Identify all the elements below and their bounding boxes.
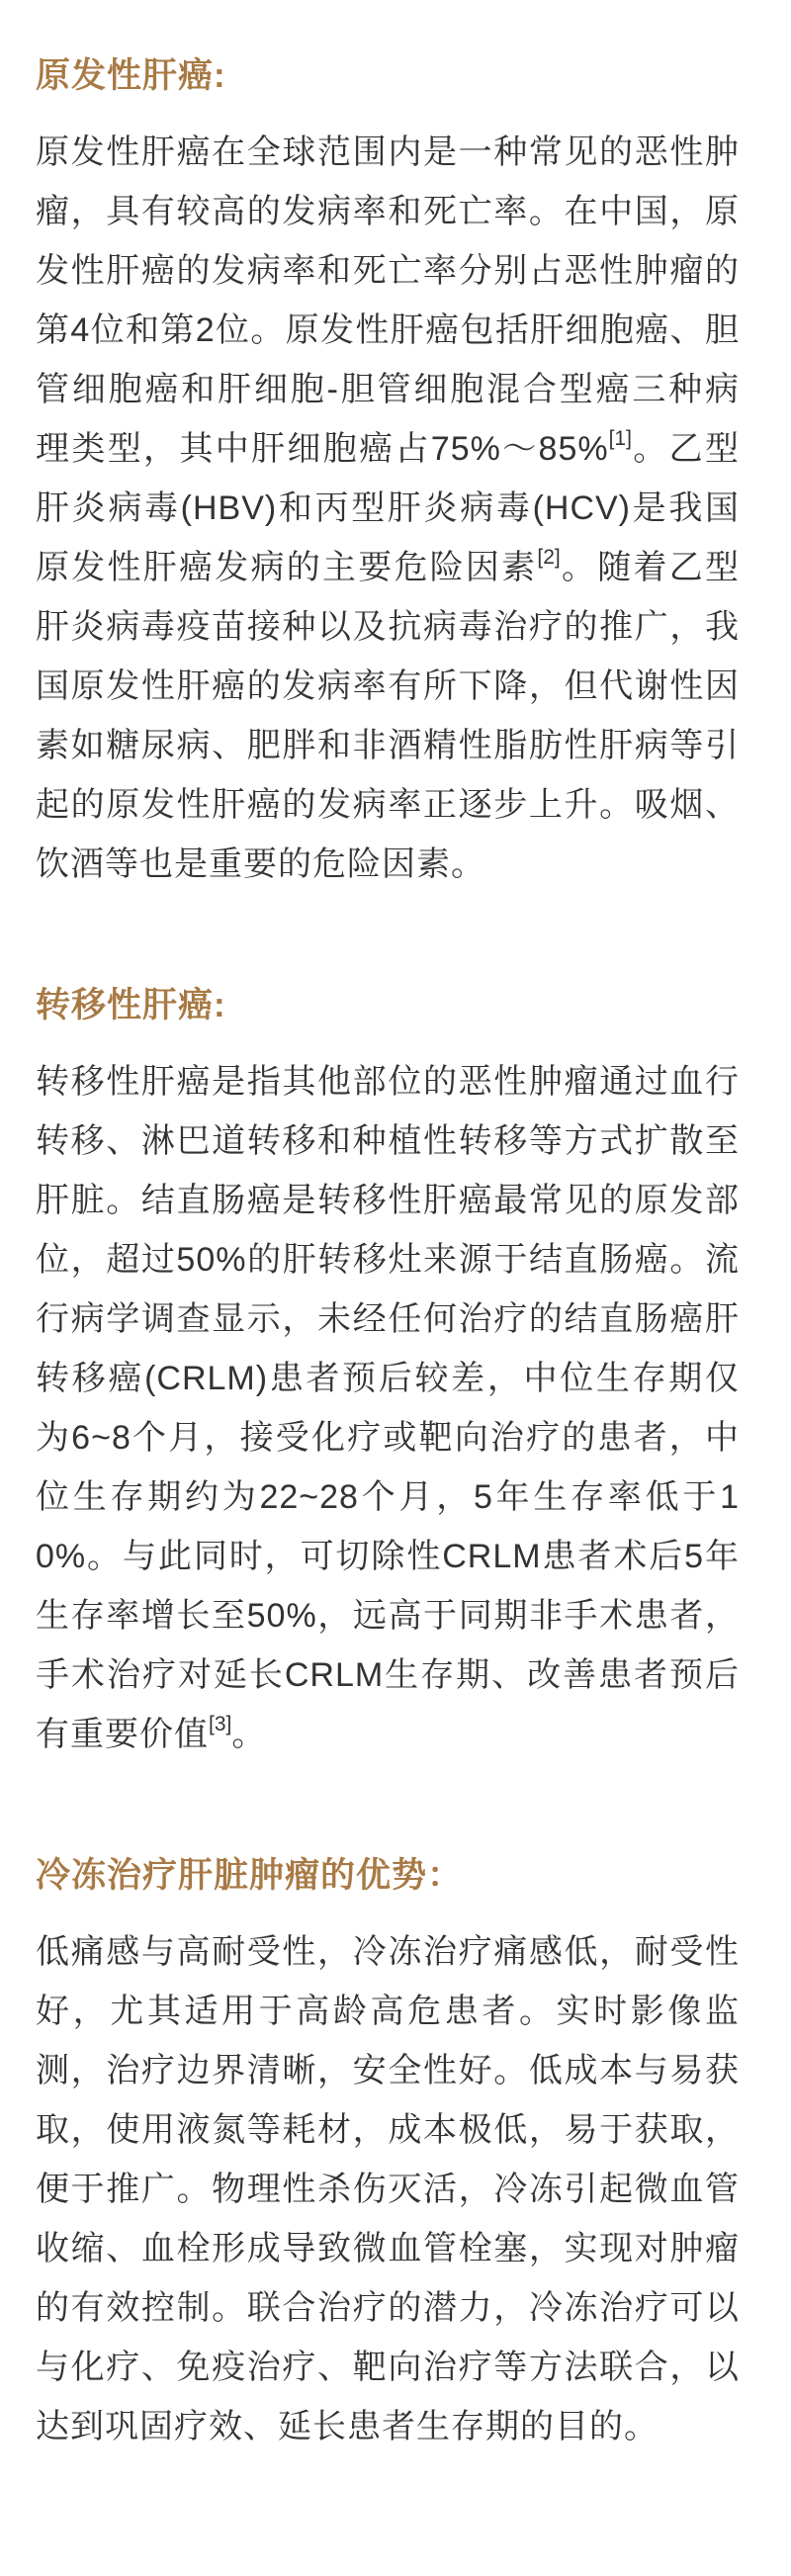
reference-marker: [2] [537, 546, 561, 569]
section-cryotherapy-advantages [36, 1855, 740, 2456]
section-paragraph-cryotherapy-advantages: 低痛感与高耐受性，冷冻治疗痛感低，耐受性好，尤其适用于高龄高危患者。实时影像监测，治疗边界清晰，安全性好。低成本与易获取，使用液氮等耗材，成本极低，易于获取，便于推广。物理性杀伤灭活，冷冻引起微血管收缩、血栓形成导致微血管栓塞，实现对肿瘤的有效控制。联合治疗的潜力，冷冻治疗可以与化疗、免疫治疗、靶向治疗等方法联合，以达到巩固疗效、延长患者生存期的目的。 [36, 1933, 740, 2445]
section-heading-primary-liver-cancer: 原发性肝癌: [36, 56, 226, 95]
section-paragraph-primary-liver-cancer: 原发性肝癌在全球范围内是一种常见的恶性肿瘤，具有较高的发病率和死亡率。在中国，原发性肝癌的发病率和死亡率分别占恶性肿瘤的第4位和第2位。原发性肝癌包括肝细胞癌、胆管细胞癌和肝细胞-胆管细胞混合型癌三种病理类型，其中肝细胞癌占75%～85%[1]。乙型肝炎病毒(HBV)和丙型肝炎病毒(HCV)是我国原发性肝癌发病的主要危险因素[2]。随着乙型肝炎病毒疫苗接种以及抗病毒治疗的推广，我国原发性肝癌的发病率有所下降，但代谢性因素如糖尿病、肥胖和非酒精性脂肪性肝病等引起的原发性肝癌的发病率正逐步上升。吸烟、饮酒等也是重要的危险因素。 [36, 133, 741, 883]
section-primary-liver-cancer [36, 55, 740, 894]
reference-marker: [3] [209, 1713, 232, 1735]
section-paragraph-metastatic-liver-cancer: 转移性肝癌是指其他部位的恶性肿瘤通过血行转移、淋巴道转移和种植性转移等方式扩散至肝脏。结直肠癌是转移性肝癌最常见的原发部位，超过50%的肝转移灶来源于结直肠癌。流行病学调查显示，未经任何治疗的结直肠癌肝转移癌(CRLM)患者预后较差，中位生存期仅为6~8个月，接受化疗或靶向治疗的患者，中位生存期约为22~28个月，5年生存率低于10%。与此同时，可切除性CRLM患者术后5年生存率增长至50%，远高于同期非手术患者，手术治疗对延长CRLM生存期、改善患者预后有重要价值[3]。 [36, 1063, 740, 1753]
section-heading-metastatic-liver-cancer: 转移性肝癌: [36, 986, 226, 1024]
reference-marker: [1] [608, 427, 632, 450]
section-metastatic-liver-cancer [36, 985, 740, 1764]
section-heading-cryotherapy-advantages: 冷冻治疗肝脏肿瘤的优势： [36, 1856, 464, 1895]
